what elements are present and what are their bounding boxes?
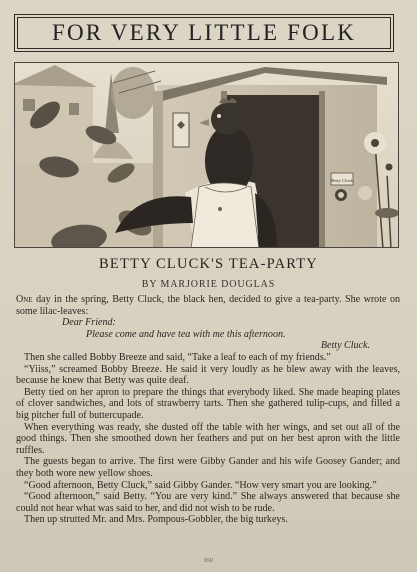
hen-at-door-illustration xyxy=(15,63,399,248)
story-byline: BY MARJORIE DOUGLAS xyxy=(141,279,276,290)
page-number: 850 xyxy=(204,558,213,564)
story-paragraph: Then up strutted Mr. and Mrs. Pompous-Gobbler, the big turkeys. xyxy=(24,514,288,526)
intro-lead-word: One xyxy=(16,294,33,305)
invitation-letter xyxy=(16,317,400,352)
letter-signature: Betty Cluck. xyxy=(320,340,370,352)
letter-salutation: Dear Friend: xyxy=(62,317,116,329)
story-paragraph: When everything was ready, she dusted off the table with her wings, and set out all of the good things. Then she smoothed down her feathers and put on her best apron with the little ruffles. xyxy=(16,421,400,456)
story-paragraph: “Yiiss,” screamed Bobby Breeze. He said it very loudly as he blew away with the leaves, because he knew that Betty was quite deaf. xyxy=(16,363,400,387)
story-intro-paragraph xyxy=(16,294,400,317)
story-title: BETTY CLUCK'S TEA-PARTY xyxy=(99,256,318,272)
story-paragraph: The guests began to arrive. The first were Gibby Gander and his wife Goosey Gander; and they both wore new yellow shoes. xyxy=(16,456,400,479)
story-illustration xyxy=(14,62,399,248)
story-paragraph: “Good afternoon, Betty Cluck,” said Gibby Gander. “How very smart you are looking.” xyxy=(24,479,377,491)
section-title: FOR VERY LITTLE FOLK xyxy=(51,20,357,45)
section-title-frame xyxy=(14,14,394,52)
story-body xyxy=(16,294,400,526)
intro-text: day in the spring, Betty Cluck, the black hen, decided to give a tea-party. She wrote on some lilac-leaves: xyxy=(16,294,400,317)
story-paragraph: “Good afternoon,” said Betty. “You are very kind.” She always answered that because she could not hear what was said to her, and did not wish to be rude. xyxy=(16,491,400,514)
story-paragraph: Betty tied on her apron to prepare the things that everybody liked. She made heaping plates of clover sandwiches, and lots of strawberry tarts. Then she gathered tulip-cups, and filled a big pitcher full of buttercupade. xyxy=(16,386,400,421)
letter-message: Please come and have tea with me this afternoon. xyxy=(86,328,286,340)
door-sign: Betty Cluck xyxy=(331,178,353,183)
story-paragraph: Then she called Bobby Breeze and said, “Take a leaf to each of my friends.” xyxy=(24,351,331,363)
